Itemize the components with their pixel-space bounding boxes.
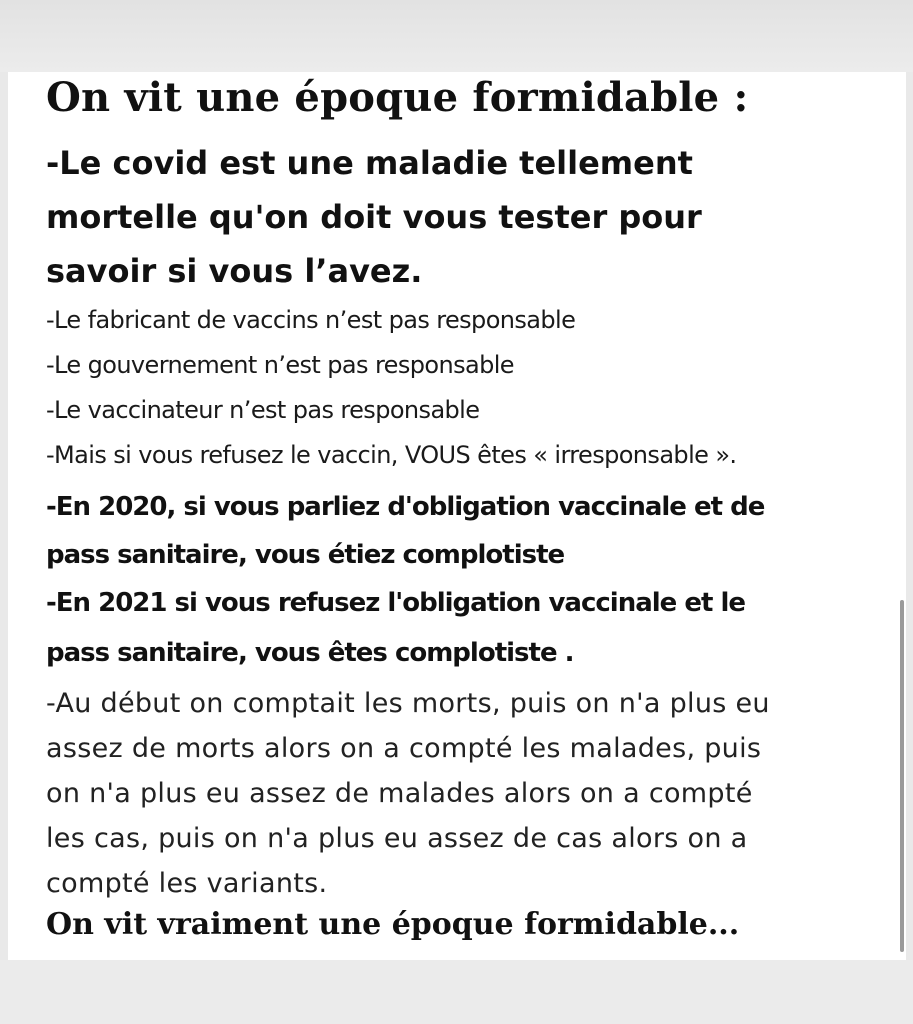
scrollbar[interactable] (900, 600, 904, 952)
intro-line-2: mortelle qu'on doit vous tester pour (46, 198, 702, 236)
government-line: -Le gouvernement n’est pas responsable (46, 351, 514, 379)
counting-line-4: les cas, puis on n'a plus eu assez de cas alors on a (46, 823, 748, 854)
bottom-band (0, 960, 913, 1024)
text-card (8, 72, 906, 960)
top-band (0, 0, 913, 72)
page-title: On vit une époque formidable : (46, 74, 749, 121)
complotiste-2020-line-1: -En 2020, si vous parliez d'obligation vaccinale et de (46, 492, 765, 522)
complotiste-2020-line-2: pass sanitaire, vous étiez complotiste (46, 540, 565, 570)
complotiste-2021-line-1: -En 2021 si vous refusez l'obligation vaccinale et le (46, 588, 746, 618)
vaccinator-line: -Le vaccinateur n’est pas responsable (46, 396, 480, 424)
intro-line-3: savoir si vous l’avez. (46, 252, 423, 290)
counting-line-5: compté les variants. (46, 868, 328, 899)
intro-line-1: -Le covid est une maladie tellement (46, 144, 693, 182)
counting-line-3: on n'a plus eu assez de malades alors on a compté (46, 778, 753, 809)
manufacturer-line: -Le fabricant de vaccins n’est pas responsable (46, 306, 576, 334)
counting-line-1: -Au début on comptait les morts, puis on n'a plus eu (46, 688, 770, 719)
complotiste-2021-line-2: pass sanitaire, vous êtes complotiste . (46, 638, 574, 668)
counting-line-2: assez de morts alors on a compté les malades, puis (46, 733, 762, 764)
closing-line: On vit vraiment une époque formidable... (46, 907, 740, 942)
irresponsible-line: -Mais si vous refusez le vaccin, VOUS êtes « irresponsable ». (46, 441, 737, 469)
